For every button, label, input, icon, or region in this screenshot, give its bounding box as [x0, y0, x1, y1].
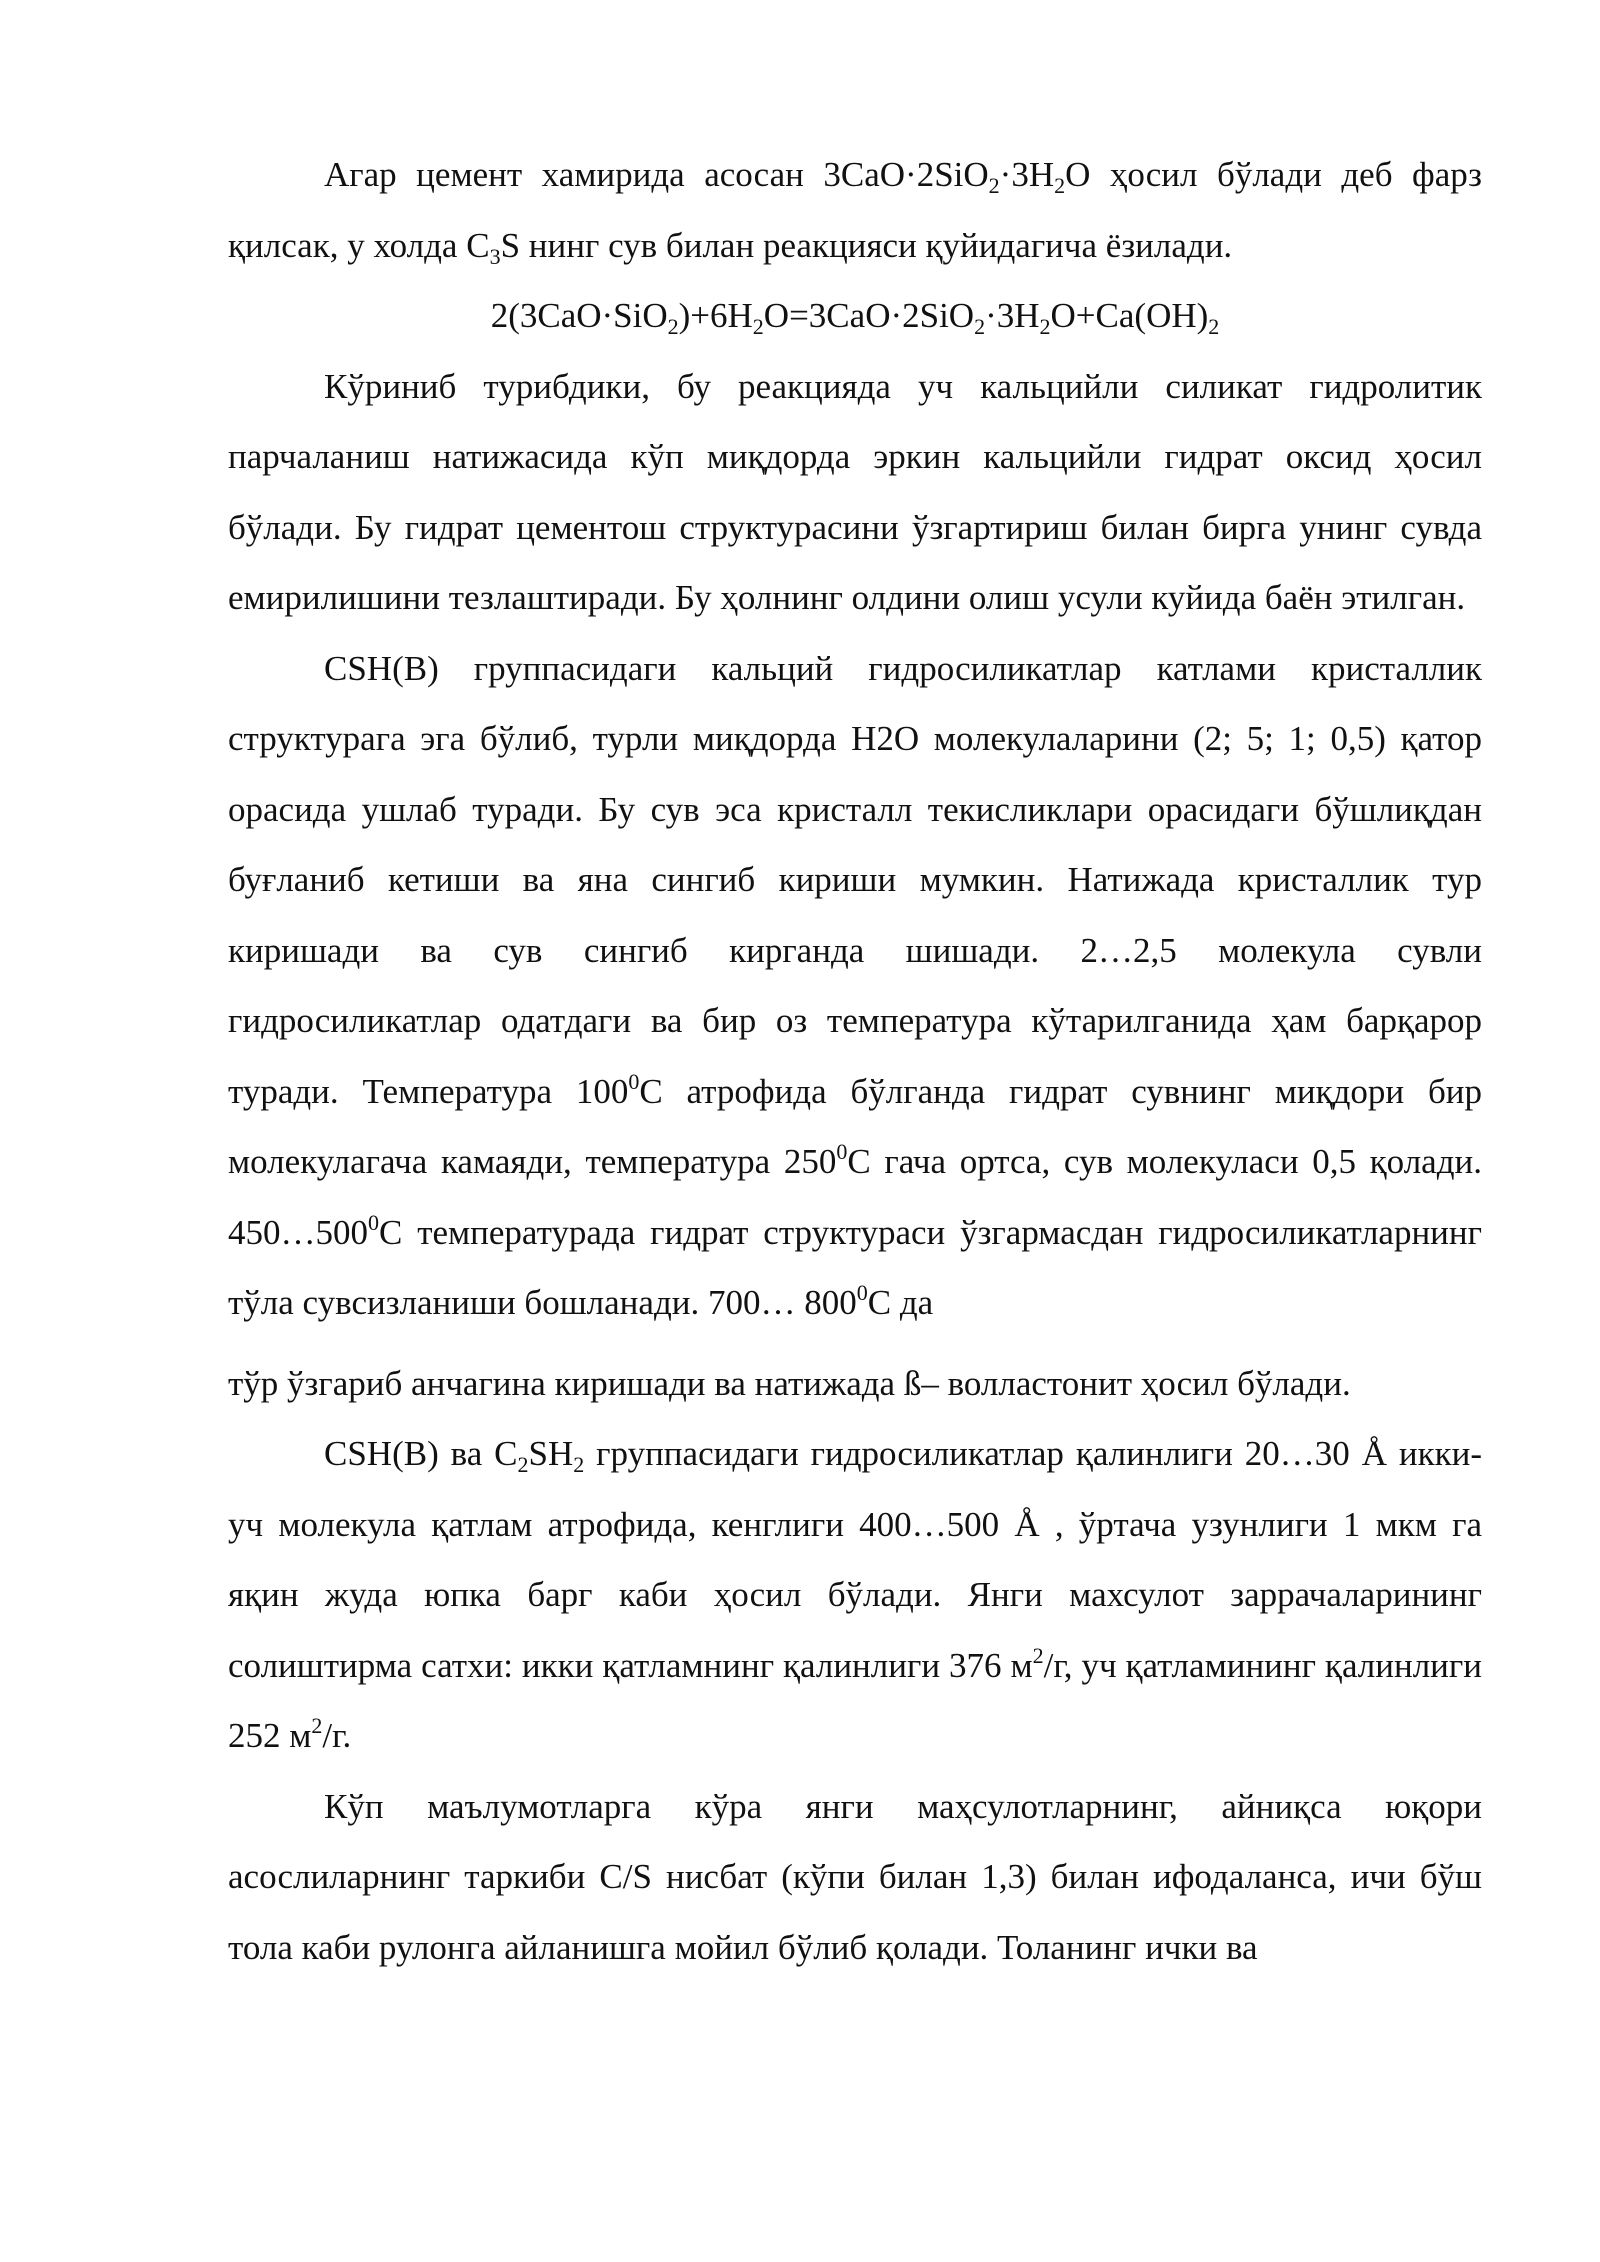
text-run: O ҳосил бўлади деб фарз қилсак, у холда C	[228, 155, 1483, 265]
text-run: ·3H	[999, 155, 1055, 194]
reaction-equation	[228, 281, 1482, 352]
text-run: /г, уч қатламининг қалинлиги 252 м	[228, 1645, 1482, 1755]
paragraph-5	[228, 1419, 1482, 1772]
text-run: C да	[867, 1283, 934, 1322]
text-run: CSH(B) группасидаги кальций гидросиликатлар катлами кристаллик структурага эга бўлиб, турли миқдорда H2O молекулаларини (2; 5; 1; 0,5) қатор орасида ушлаб туради. Бу сув эса кристалл текисликлари орасидаги бўшлиқдан буғланиб кетиши ва яна сингиб кириши мумкин. Натижада кристаллик тур киришади ва сув сингиб кирганда шишади. 2…2,5 молекула сувли гидросиликатлар одатдаги ва бир оз температура кўтарилганида ҳам барқарор туради. Температура 100	[228, 648, 1482, 1111]
paragraph-2: Кўриниб турибдики, бу реакцияда уч кальцийли силикат гидролитик парчаланиш натижасида кўп миқдорда эркин кальцийли гидрат оксид ҳосил бўлади. Бу гидрат цементош структурасини ўзгартириш билан бирга унинг сувда емирилишини тезлаштиради. Бу ҳолнинг олдини олиш усули куйида баён этилган.	[228, 366, 1482, 617]
subscript: 2	[1054, 173, 1066, 198]
paragraph-6: Кўп маълумотларга кўра янги маҳсулотларнинг, айниқса юқори асослиларнинг таркиби C/S нисбат (кўпи билан 1,3) билан ифодаланса, ичи бўш тола каби рулонга айланишга мойил бўлиб қолади. Толанинг ички ва	[228, 1786, 1482, 1967]
paragraph-4: тўр ўзгариб анчагина киришади ва натижада ß– волластонит ҳосил бўлади.	[228, 1363, 1351, 1403]
superscript: 0	[368, 1209, 379, 1235]
document-body	[228, 140, 1482, 1983]
text-run: S нинг сув билан реакцияси қуйидагича ёзилади.	[500, 225, 1233, 265]
superscript: 0	[856, 1280, 868, 1305]
text-run: C температурада гидрат структураси ўзгармасдан гидросиликатларнинг тўла сувсизланиши бошланади. 700… 800	[228, 1212, 1482, 1322]
subscript: 2	[752, 314, 764, 339]
text-run: C атрофида бўлганда гидрат сувнинг миқдори бир молекулагача камаяди, температура 250	[228, 1071, 1483, 1181]
text-run: 2(3CaO·SiO	[490, 296, 668, 335]
text-run: O=3CaO·2SiO	[763, 296, 975, 335]
subscript: 2	[517, 1452, 529, 1477]
subscript: 2	[667, 314, 679, 339]
text-run: C гача ортса, сув молекуласи 0,5 қолади. 450…500	[228, 1142, 1482, 1252]
text-run: группасидаги гидросиликатлар қалинлиги 20…30 Å икки-уч молекула қатлам атрофида, кенглиги 400…500 Å , ўртача узунлиги 1 мкм га яқин жуда юпка барг каби ҳосил бўлади. Янги махсулот заррачаларининг солиштирма сатхи: икки қатламнинг қалинлиги 376 м	[228, 1434, 1483, 1685]
text-run: CSH(B) ва C	[324, 1434, 518, 1473]
subscript: 2	[988, 173, 1000, 198]
text-run: /г.	[322, 1716, 352, 1755]
subscript: 3	[489, 243, 501, 269]
superscript: 0	[836, 1139, 848, 1164]
superscript: 2	[1032, 1642, 1044, 1668]
superscript: 2	[311, 1713, 323, 1738]
subscript: 2	[974, 314, 986, 339]
paragraph-1	[228, 140, 1482, 281]
superscript: 0	[628, 1068, 640, 1094]
text-run: Агар цемент хамирида асосан 3CaO·2SiO	[324, 155, 989, 194]
subscript: 2	[573, 1452, 585, 1477]
text-run: )+6H	[678, 296, 753, 335]
paragraph-3	[228, 634, 1482, 1339]
text-run: SH	[528, 1434, 574, 1473]
subscript: 2	[1208, 314, 1220, 339]
text-run: ·3H	[985, 296, 1040, 335]
text-run: O+Ca(OH)	[1050, 296, 1209, 335]
subscript: 2	[1039, 314, 1051, 339]
